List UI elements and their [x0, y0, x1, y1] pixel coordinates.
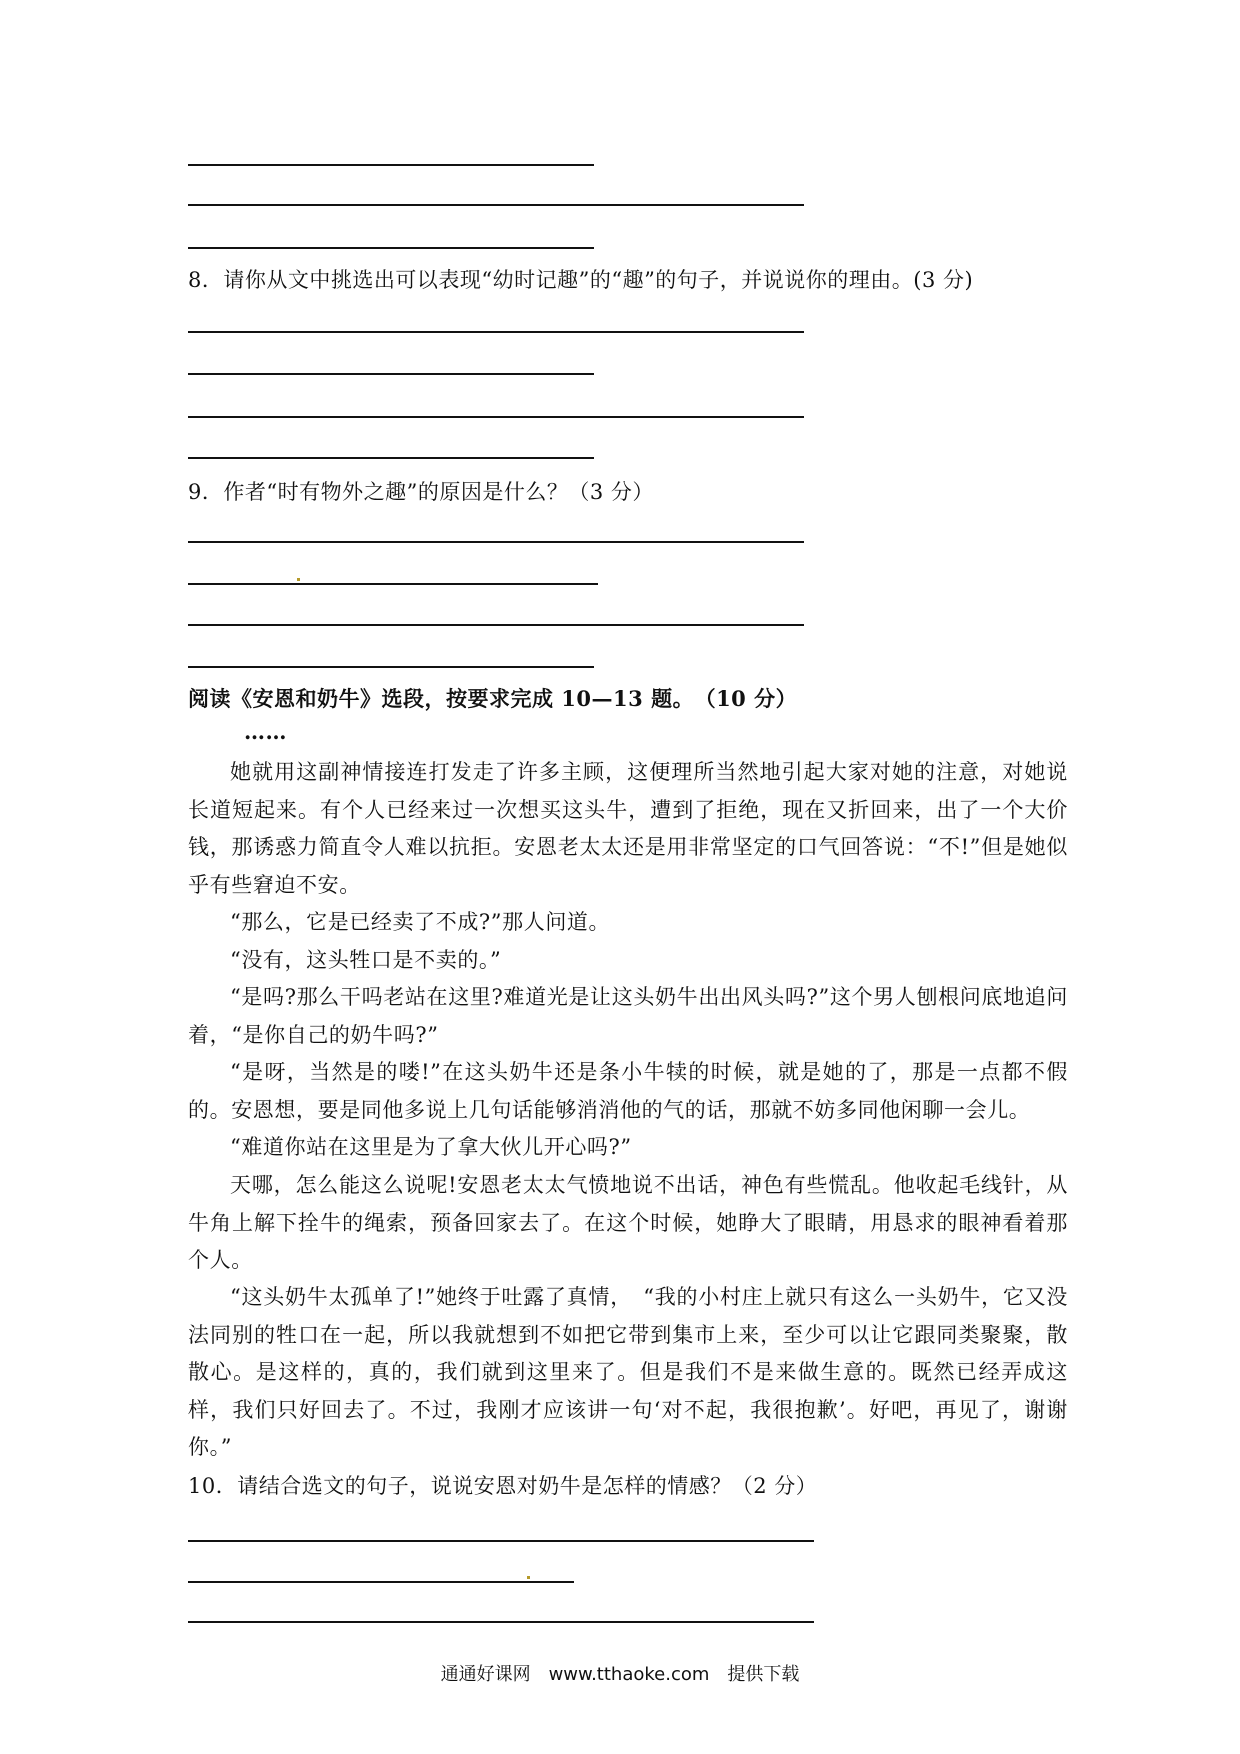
ink-speck	[527, 1576, 530, 1579]
ellipsis: ……	[244, 719, 287, 744]
answer-line[interactable]	[188, 583, 598, 585]
answer-line[interactable]	[188, 164, 594, 166]
ink-speck	[297, 578, 300, 581]
question-8: 8．请你从文中挑选出可以表现“幼时记趣”的“趣”的句子，并说说你的理由。(3 分)	[188, 268, 974, 292]
passage-paragraph: “这头奶牛太孤单了!”她终于吐露了真情， “我的小村庄上就只有这么一头奶牛，它又没法同别的牲口在一起，所以我就想到不如把它带到集市上来，至少可以让它跟同类聚聚，散散心。是这样的，真的，我们就到这里来了。但是我们不是来做生意的。既然已经弄成这样，我们只好回去了。不过，我刚才应该讲一句‘对不起，我很抱歉’。好吧，再见了，谢谢你。”	[188, 1285, 1068, 1459]
footer-credit: 通通好课网 www.tthaoke.com 提供下载	[440, 1664, 800, 1685]
answer-line[interactable]	[188, 247, 594, 249]
passage-paragraph: “是呀，当然是的喽!”在这头奶牛还是条小牛犊的时候，就是她的了，那是一点都不假的。安恩想，要是同他多说上几句话能够消消他的气的话，那就不妨多同他闲聊一会儿。	[188, 1060, 1068, 1122]
answer-line[interactable]	[188, 541, 804, 543]
passage-paragraph: 她就用这副神情接连打发走了许多主顾，这便理所当然地引起大家对她的注意，对她说长道短起来。有个人已经来过一次想买这头牛，遭到了拒绝，现在又折回来，出了一个大价钱，那诱惑力简直令人难以抗拒。安恩老太太还是用非常坚定的口气回答说：“不!”但是她似乎有些窘迫不安。	[188, 760, 1068, 897]
passage-paragraph: “没有，这头牲口是不卖的。”	[230, 948, 502, 972]
answer-line[interactable]	[188, 331, 804, 333]
answer-line[interactable]	[188, 1621, 814, 1623]
passage-paragraph: “那么，它是已经卖了不成?”那人问道。	[230, 910, 611, 934]
answer-line[interactable]	[188, 1581, 574, 1583]
question-9: 9．作者“时有物外之趣”的原因是什么？（3 分）	[188, 480, 654, 504]
passage-paragraph: 天哪，怎么能这么说呢!安恩老太太气愤地说不出话，神色有些慌乱。他收起毛线针，从牛角上解下拴牛的绳索，预备回家去了。在这个时候，她睁大了眼睛，用恳求的眼神看着那个人。	[188, 1173, 1068, 1272]
answer-line[interactable]	[188, 204, 804, 206]
answer-line[interactable]	[188, 373, 594, 375]
passage-paragraph: “难道你站在这里是为了拿大伙儿开心吗?”	[230, 1135, 632, 1159]
section-heading: 阅读《安恩和奶牛》选段，按要求完成 10—13 题。 （10 分）	[188, 686, 798, 711]
answer-line[interactable]	[188, 416, 804, 418]
question-10: 10．请结合选文的句子，说说安恩对奶牛是怎样的情感？（2 分）	[188, 1474, 818, 1498]
answer-line[interactable]	[188, 1540, 814, 1542]
answer-line[interactable]	[188, 457, 594, 459]
passage-paragraph: “是吗?那么干吗老站在这里?难道光是让这头奶牛出出风头吗?”这个男人刨根问底地追问着，“是你自己的奶牛吗?”	[188, 985, 1068, 1047]
answer-line[interactable]	[188, 666, 594, 668]
answer-line[interactable]	[188, 624, 804, 626]
